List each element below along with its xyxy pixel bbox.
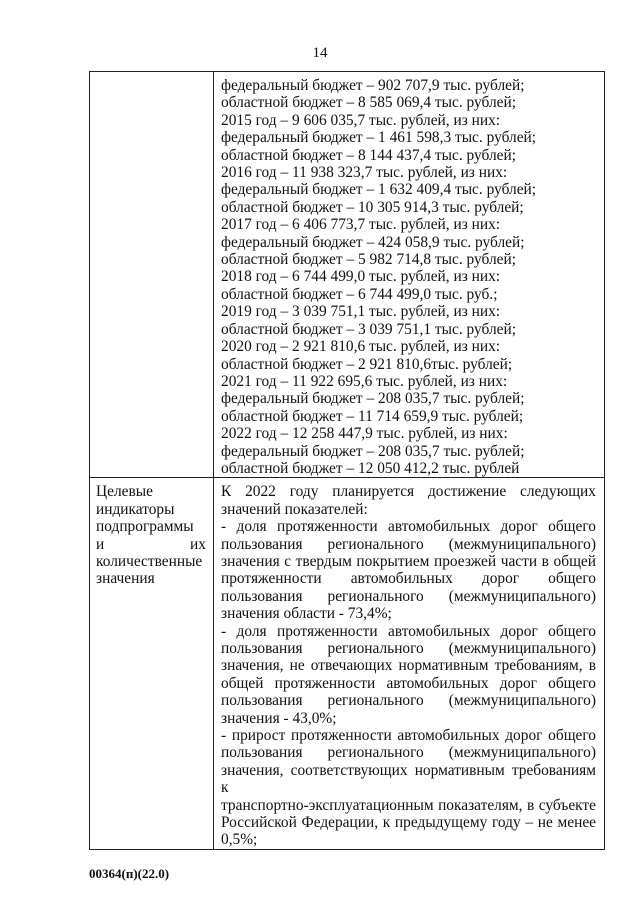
budget-line: областной бюджет – 5 982 714,8 тыс. рублей; bbox=[221, 251, 516, 269]
budget-line: федеральный бюджет – 1 632 409,4 тыс. рублей; bbox=[221, 181, 537, 199]
indicator-line: протяженности автомобильных дорог общего bbox=[221, 570, 596, 588]
indicators-text bbox=[214, 478, 604, 849]
indicator-line: 0,5%; bbox=[221, 831, 258, 849]
page-number: 14 bbox=[312, 45, 328, 61]
indicators-label-line: индикаторы bbox=[96, 500, 175, 518]
budget-line: 2021 год – 11 922 695,6 тыс. рублей, из них: bbox=[221, 372, 508, 390]
indicators-label-line: Целевые bbox=[96, 483, 153, 501]
indicators-label-line: и их bbox=[96, 535, 206, 553]
passport-table bbox=[89, 71, 605, 850]
budget-line: 2022 год – 12 258 447,9 тыс. рублей, из них: bbox=[221, 425, 508, 443]
budget-line: областной бюджет – 3 039 751,1 тыс. рублей; bbox=[221, 320, 516, 338]
budget-value-cell bbox=[214, 72, 605, 478]
budget-label-cell bbox=[90, 72, 214, 478]
indicator-line: значения - 43,0%; bbox=[221, 709, 337, 727]
indicator-line: значений показателей: bbox=[221, 500, 368, 518]
indicator-line: - прирост протяженности автомобильных дорог общего bbox=[221, 727, 596, 745]
table-row-indicators bbox=[90, 478, 605, 850]
budget-lines bbox=[214, 72, 604, 477]
budget-line: 2015 год – 9 606 035,7 тыс. рублей, из них: bbox=[221, 111, 501, 129]
indicators-label-line: количественные bbox=[96, 552, 203, 570]
budget-line: федеральный бюджет – 1 461 598,3 тыс. рублей; bbox=[221, 129, 537, 147]
indicator-line: К 2022 году планируется достижение следующих bbox=[221, 483, 596, 501]
budget-line: областной бюджет – 8 585 069,4 тыс. рублей; bbox=[221, 94, 516, 112]
budget-line: 2018 год – 6 744 499,0 тыс. рублей, из них: bbox=[221, 268, 501, 286]
indicator-line: значения, не отвечающих нормативным требованиям, в bbox=[221, 657, 596, 675]
budget-line: федеральный бюджет – 902 707,9 тыс. рублей; bbox=[221, 77, 525, 94]
budget-line: 2017 год – 6 406 773,7 тыс. рублей, из них: bbox=[221, 216, 501, 234]
indicator-line: пользования регионального (межмуниципального) bbox=[221, 535, 596, 553]
budget-line: федеральный бюджет – 424 058,9 тыс. рублей; bbox=[221, 233, 525, 251]
document-code: 00364(п)(22.0) bbox=[89, 866, 170, 881]
budget-line: 2019 год – 3 039 751,1 тыс. рублей, из них: bbox=[221, 303, 501, 321]
indicator-line: Российской Федерации, к предыдущему году – не менее bbox=[221, 814, 596, 832]
budget-line: федеральный бюджет – 208 035,7 тыс. рублей; bbox=[221, 442, 525, 460]
budget-line: областной бюджет – 11 714 659,9 тыс. рублей; bbox=[221, 407, 524, 425]
indicators-label-line: подпрограммы bbox=[96, 518, 194, 536]
indicator-line: значения, соответствующих нормативным требованиям к bbox=[221, 761, 596, 797]
indicator-line: пользования регионального (межмуниципального) bbox=[221, 744, 596, 762]
indicator-line: пользования регионального (межмуниципального) bbox=[221, 587, 596, 605]
budget-line: областной бюджет – 8 144 437,4 тыс. рублей; bbox=[221, 146, 516, 164]
indicators-label-line: значения bbox=[96, 570, 155, 588]
indicators-value-cell bbox=[214, 478, 605, 850]
budget-line: областной бюджет – 6 744 499,0 тыс. руб.; bbox=[221, 285, 498, 303]
indicator-line: транспортно-эксплуатационным показателям, в субъекте bbox=[221, 796, 596, 814]
budget-line: 2020 год – 2 921 810,6 тыс. рублей, из них: bbox=[221, 338, 501, 356]
indicator-line: - доля протяженности автомобильных дорог общего bbox=[221, 518, 596, 536]
budget-line: 2016 год – 11 938 323,7 тыс. рублей, из них: bbox=[221, 164, 508, 182]
budget-line: областной бюджет – 2 921 810,6тыс. рублей; bbox=[221, 355, 513, 373]
budget-line: областной бюджет – 10 305 914,3 тыс. рублей; bbox=[221, 198, 524, 216]
indicator-line: пользования регионального (межмуниципального) bbox=[221, 692, 596, 710]
indicators-label bbox=[90, 478, 206, 587]
indicator-line: значения области - 73,4%; bbox=[221, 605, 392, 623]
indicators-label-cell bbox=[90, 478, 214, 850]
indicator-line: пользования регионального (межмуниципального) bbox=[221, 640, 596, 657]
budget-line: федеральный бюджет – 208 035,7 тыс. рублей; bbox=[221, 390, 525, 408]
indicator-line: - доля протяженности автомобильных дорог общего bbox=[221, 622, 596, 640]
indicator-line: значения с твердым покрытием проезжей части в общей bbox=[221, 552, 596, 570]
table-row-budget bbox=[90, 72, 605, 478]
indicator-line: общей протяженности автомобильных дорог общего bbox=[221, 674, 596, 692]
budget-line: областной бюджет – 12 050 412,2 тыс. рублей bbox=[221, 459, 520, 477]
